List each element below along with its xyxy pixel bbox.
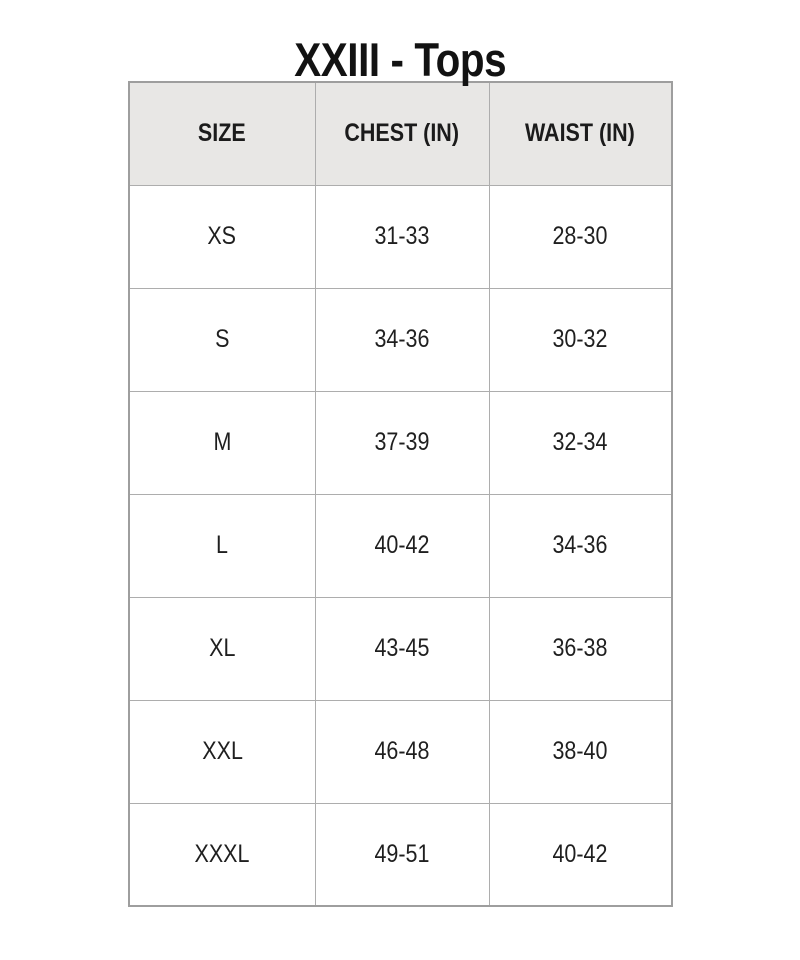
chest-cell <box>315 494 489 597</box>
table-row <box>129 391 672 494</box>
table-row <box>129 185 672 288</box>
column-header-size-label: SIZE <box>198 119 247 148</box>
waist-cell <box>489 185 671 288</box>
waist-value: 38-40 <box>552 737 608 765</box>
page-title-text: XXIII - Tops <box>294 33 506 86</box>
chest-value: 34-36 <box>374 325 430 353</box>
waist-value: 28-30 <box>552 222 608 250</box>
size-value: XS <box>207 222 237 250</box>
waist-cell <box>489 597 671 700</box>
chest-cell <box>315 597 489 700</box>
size-chart-header <box>129 82 672 185</box>
waist-value: 30-32 <box>552 325 608 353</box>
size-cell <box>129 803 316 906</box>
column-header-waist <box>489 82 671 185</box>
chest-value: 37-39 <box>374 428 430 456</box>
size-chart-table <box>128 81 673 907</box>
chest-cell <box>315 391 489 494</box>
page-title <box>0 0 800 86</box>
size-cell <box>129 288 316 391</box>
chest-cell <box>315 803 489 906</box>
size-cell <box>129 597 316 700</box>
size-value: M <box>213 428 232 456</box>
waist-cell <box>489 391 671 494</box>
size-value: XL <box>208 634 236 662</box>
waist-cell <box>489 803 671 906</box>
header-row <box>129 82 672 185</box>
chest-value: 49-51 <box>374 839 430 868</box>
waist-value: 34-36 <box>552 531 608 559</box>
size-value: XXL <box>201 737 243 765</box>
table-row <box>129 803 672 906</box>
chest-value: 46-48 <box>374 737 430 765</box>
column-header-chest <box>315 82 489 185</box>
chest-value: 31-33 <box>374 222 430 250</box>
table-row <box>129 494 672 597</box>
chest-cell <box>315 288 489 391</box>
size-cell <box>129 700 316 803</box>
size-cell <box>129 494 316 597</box>
chest-value: 43-45 <box>374 634 430 662</box>
waist-cell <box>489 700 671 803</box>
size-cell <box>129 185 316 288</box>
column-header-chest-label: CHEST (IN) <box>344 119 460 148</box>
column-header-waist-label: WAIST (IN) <box>525 119 635 148</box>
waist-cell <box>489 494 671 597</box>
chest-cell <box>315 700 489 803</box>
size-value: S <box>214 325 230 353</box>
size-cell <box>129 391 316 494</box>
waist-cell <box>489 288 671 391</box>
size-value: XXXL <box>194 839 250 868</box>
table-row <box>129 700 672 803</box>
table-row <box>129 288 672 391</box>
size-value: L <box>216 531 229 559</box>
size-chart-body <box>129 185 672 906</box>
waist-value: 36-38 <box>552 634 608 662</box>
column-header-size <box>129 82 316 185</box>
waist-value: 40-42 <box>552 839 608 868</box>
waist-value: 32-34 <box>552 428 608 456</box>
table-row <box>129 597 672 700</box>
chest-value: 40-42 <box>374 531 430 559</box>
chest-cell <box>315 185 489 288</box>
